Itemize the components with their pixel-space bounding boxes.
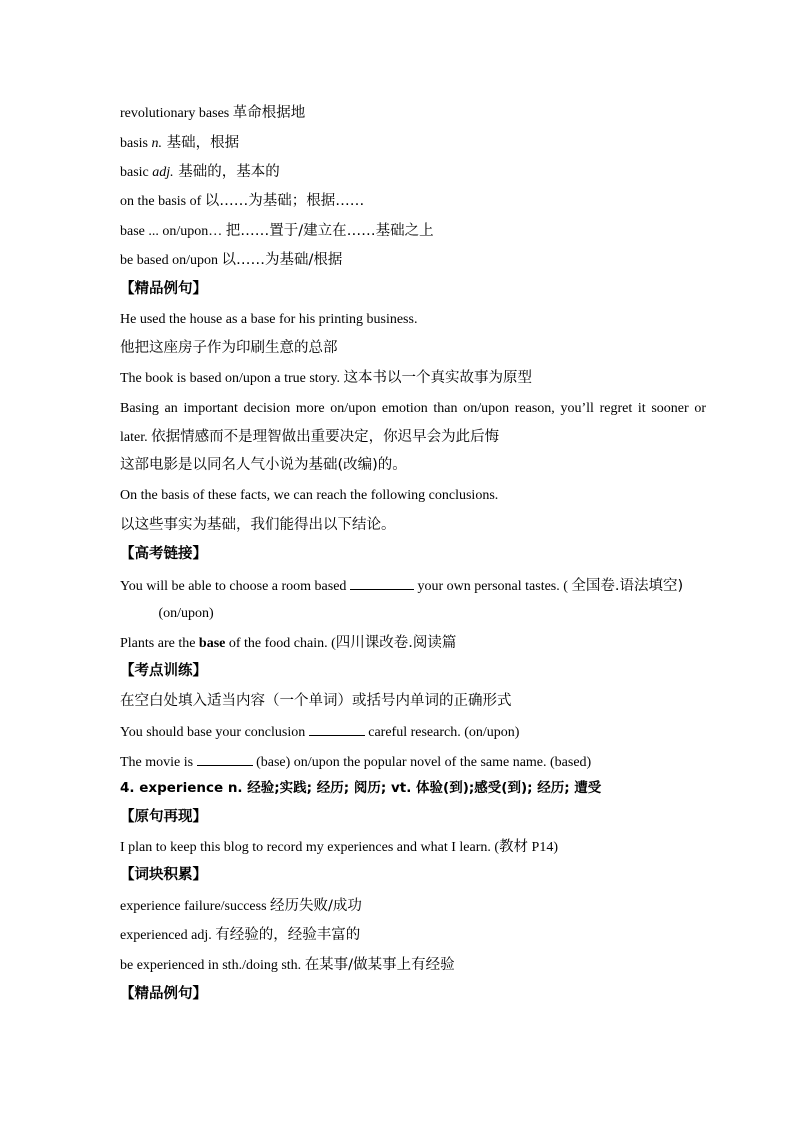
vocab-en: experienced adj. xyxy=(120,928,216,943)
section-heading: 【词块积累】 xyxy=(120,867,207,883)
instruction: 在空白处填入适当内容（一个单词）或括号内单词的正确形式 xyxy=(120,693,512,709)
answer-blank xyxy=(309,721,365,736)
vocab-word: basic xyxy=(120,165,153,180)
vocab-line xyxy=(120,192,364,211)
vocab-line xyxy=(120,926,360,945)
example-zh: 这部电影是以同名人气小说为基础(改编)的。 xyxy=(120,457,407,473)
example-en: On the basis of these facts, we can reach the following conclusions. xyxy=(120,488,499,503)
vocab-line xyxy=(120,956,455,975)
vocab-zh: 革命根据地 xyxy=(232,105,306,121)
original-sentence xyxy=(120,838,558,857)
sentence-en: I plan to keep this blog to record my experiences and what I learn. ( xyxy=(120,840,500,855)
example-zh: 依据情感而不是理智做出重要决定，你迟早会为此后悔 xyxy=(151,429,500,445)
vocab-en: on the basis of xyxy=(120,194,205,209)
exam-source: 四川课改卷.阅读篇 xyxy=(335,635,457,651)
exercise-text: You should base your conclusion xyxy=(120,725,309,740)
vocab-zh: 基础的，基本的 xyxy=(173,164,280,180)
exam-source: 全国卷.语法填空) xyxy=(571,578,684,594)
exercise-text: The movie is xyxy=(120,755,197,770)
vocab-en: base ... on/upon… xyxy=(120,224,226,239)
vocab-en: experience failure/success xyxy=(120,899,271,914)
vocab-entry-heading: 4. experience n. 经验;实践; 经历; 阅历; vt. 体验(到);感受(到); 经历; 遭受 xyxy=(120,780,602,796)
exam-question xyxy=(120,575,683,596)
vocab-line xyxy=(120,134,239,153)
part-of-speech: n. xyxy=(151,136,162,151)
source-page: P14) xyxy=(528,840,558,855)
answer-key: (on/upon) xyxy=(120,606,214,621)
section-heading: 【原句再现】 xyxy=(120,809,207,825)
question-text: Plants are the xyxy=(120,636,199,651)
vocab-line xyxy=(120,251,342,270)
vocab-zh: 在某事/做某事上有经验 xyxy=(304,957,455,973)
question-text: of the food chain. ( xyxy=(225,636,336,651)
question-text: your own personal tastes. ( xyxy=(413,579,572,594)
example-line xyxy=(120,369,532,388)
vocab-line xyxy=(120,163,280,182)
question-text: You will be able to choose a room based xyxy=(120,579,350,594)
example-paragraph xyxy=(120,394,706,452)
key-word: base xyxy=(198,636,226,651)
exercise xyxy=(120,721,519,742)
example-en: The book is based on/upon a true story. xyxy=(120,371,344,386)
answer-blank xyxy=(197,751,253,766)
exercise-text: (base) on/upon the popular novel of the same name. (based) xyxy=(252,755,592,770)
example-zh: 这本书以一个真实故事为原型 xyxy=(343,370,532,386)
exercise-text: careful research. (on/upon) xyxy=(364,725,520,740)
vocab-zh: 以……为基础/根据 xyxy=(221,252,343,268)
section-heading: 【精品例句】 xyxy=(120,281,207,297)
example-en: He used the house as a base for his printing business. xyxy=(120,312,418,327)
vocab-line xyxy=(120,104,305,123)
section-heading: 【精品例句】 xyxy=(120,986,207,1002)
answer-blank xyxy=(350,575,414,590)
vocab-word: basis xyxy=(120,136,152,151)
example-en: Basing an important decision more on/upon emotion than on/upon reason, you’ll regret it sooner or later. xyxy=(120,401,706,445)
vocab-line xyxy=(120,222,434,241)
vocab-en: be experienced in sth./doing sth. xyxy=(120,958,305,973)
vocab-zh: 经历失败/成功 xyxy=(270,898,362,914)
part-of-speech: adj. xyxy=(152,165,174,180)
vocab-zh: 把……置于/建立在……基础之上 xyxy=(225,223,434,239)
vocab-en: be based on/upon xyxy=(120,253,222,268)
vocab-zh: 以……为基础；根据…… xyxy=(204,193,365,209)
vocab-en: revolutionary bases xyxy=(120,106,233,121)
exercise xyxy=(120,751,591,772)
vocab-line xyxy=(120,897,362,916)
exam-question xyxy=(120,634,456,653)
example-zh: 以这些事实为基础，我们能得出以下结论。 xyxy=(120,517,396,533)
vocab-zh: 有经验的，经验丰富的 xyxy=(215,927,361,943)
section-heading: 【考点训练】 xyxy=(120,663,207,679)
section-heading: 【高考链接】 xyxy=(120,546,207,562)
source-label: 教材 xyxy=(499,839,529,855)
vocab-zh: 基础，根据 xyxy=(162,135,240,151)
example-zh: 他把这座房子作为印刷生意的总部 xyxy=(120,340,338,356)
